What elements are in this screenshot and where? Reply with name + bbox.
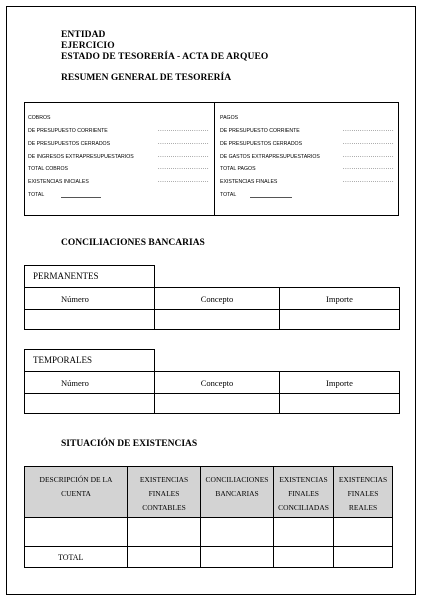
pagos-dots: ........................ [343,140,395,146]
total-reales-cell[interactable] [334,547,393,568]
summary-divider [214,103,215,215]
col-descripcion-cuenta [25,467,128,518]
cobros-row: TOTAL COBROS [28,166,68,172]
numero-cell[interactable] [25,310,155,330]
conciliadas-cell[interactable] [274,518,334,547]
pagos-row: TOTAL PAGOS [220,166,256,172]
col-header-line: CONTABLES [142,503,186,512]
col-header-line: EXISTENCIAS [338,475,388,484]
pagos-row: EXISTENCIAS FINALES [220,179,278,185]
pagos-row: DE PRESUPUESTO CORRIENTE [220,128,300,134]
descripcion-cell[interactable] [25,518,128,547]
total-conciliaciones-cell[interactable] [201,547,274,568]
pagos-dots: ........................ [343,153,395,159]
pagos-total-line [250,197,292,198]
pagos-heading: PAGOS [220,115,239,121]
existencias-table [24,466,393,568]
fiscal-year-label: EJERCICIO [61,41,115,51]
pagos-dots: ........................ [343,178,395,184]
col-existencias-reales [334,467,393,518]
col-header-line: REALES [348,503,378,512]
permanentes-table [24,287,400,330]
cobros-total-line [61,197,101,198]
col-header-line: DESCRIPCIÓN DE LA [39,475,113,484]
existencias-total-label: TOTAL [25,547,128,568]
col-header-line: CONCILIACIONES [205,475,269,484]
importe-cell[interactable] [280,310,400,330]
cobros-dots: ........................ [158,165,210,171]
col-importe: Importe [280,288,400,310]
col-existencias-conciliadas [274,467,334,518]
pagos-row: DE PRESUPUESTOS CERRADOS [220,141,303,147]
col-header-line: EXISTENCIAS [279,475,328,484]
cobros-row: DE PRESUPUESTO CORRIENTE [28,128,108,134]
col-conciliaciones-bancarias [201,467,274,518]
total-contables-cell[interactable] [128,547,201,568]
cobros-heading: COBROS [28,115,51,121]
pagos-row: DE GASTOS EXTRAPRESUPUESTARIOS [220,154,320,160]
concepto-cell[interactable] [155,310,280,330]
concepto-cell[interactable] [155,394,280,414]
col-concepto: Concepto [155,288,280,310]
cobros-dots: ........................ [158,178,210,184]
col-existencias-contables [128,467,201,518]
existencias-title: SITUACIÓN DE EXISTENCIAS [61,439,198,449]
col-header-line: CUENTA [61,489,91,498]
cobros-row: EXISTENCIAS INICIALES [28,179,89,185]
conciliaciones-cell[interactable] [201,518,274,547]
contables-cell[interactable] [128,518,201,547]
reales-cell[interactable] [334,518,393,547]
total-conciliadas-cell[interactable] [274,547,334,568]
treasury-summary-box [24,102,399,216]
cobros-row: DE INGRESOS EXTRAPRESUPUESTARIOS [28,154,134,160]
col-header-line: FINALES [288,489,319,498]
col-header-line: FINALES [148,489,180,498]
col-numero: Número [25,288,155,310]
numero-cell[interactable] [25,394,155,414]
importe-cell[interactable] [280,394,400,414]
col-header-line: CONCILIADAS [278,503,329,512]
col-numero: Número [25,372,155,394]
cobros-dots: ........................ [158,140,210,146]
col-header-line: FINALES [347,489,379,498]
col-header-line: EXISTENCIAS [139,475,189,484]
cobros-row: DE PRESUPUESTOS CERRADOS [28,141,111,147]
pagos-dots: ........................ [343,165,395,171]
col-concepto: Concepto [155,372,280,394]
temporales-table [24,371,400,414]
document-title: ESTADO DE TESORERÍA - ACTA DE ARQUEO [61,52,269,62]
col-header-line: BANCARIAS [215,489,259,498]
cobros-total-label: TOTAL [28,192,45,198]
col-importe: Importe [280,372,400,394]
permanentes-label: PERMANENTES [24,265,155,288]
summary-title: RESUMEN GENERAL DE TESORERÍA [61,73,232,83]
pagos-total-label: TOTAL [220,192,237,198]
temporales-label: TEMPORALES [24,349,155,372]
pagos-dots: ........................ [343,127,395,133]
cobros-dots: ........................ [158,153,210,159]
cobros-dots: ........................ [158,127,210,133]
entity-label: ENTIDAD [61,30,106,40]
reconciliation-title: CONCILIACIONES BANCARIAS [61,238,205,248]
